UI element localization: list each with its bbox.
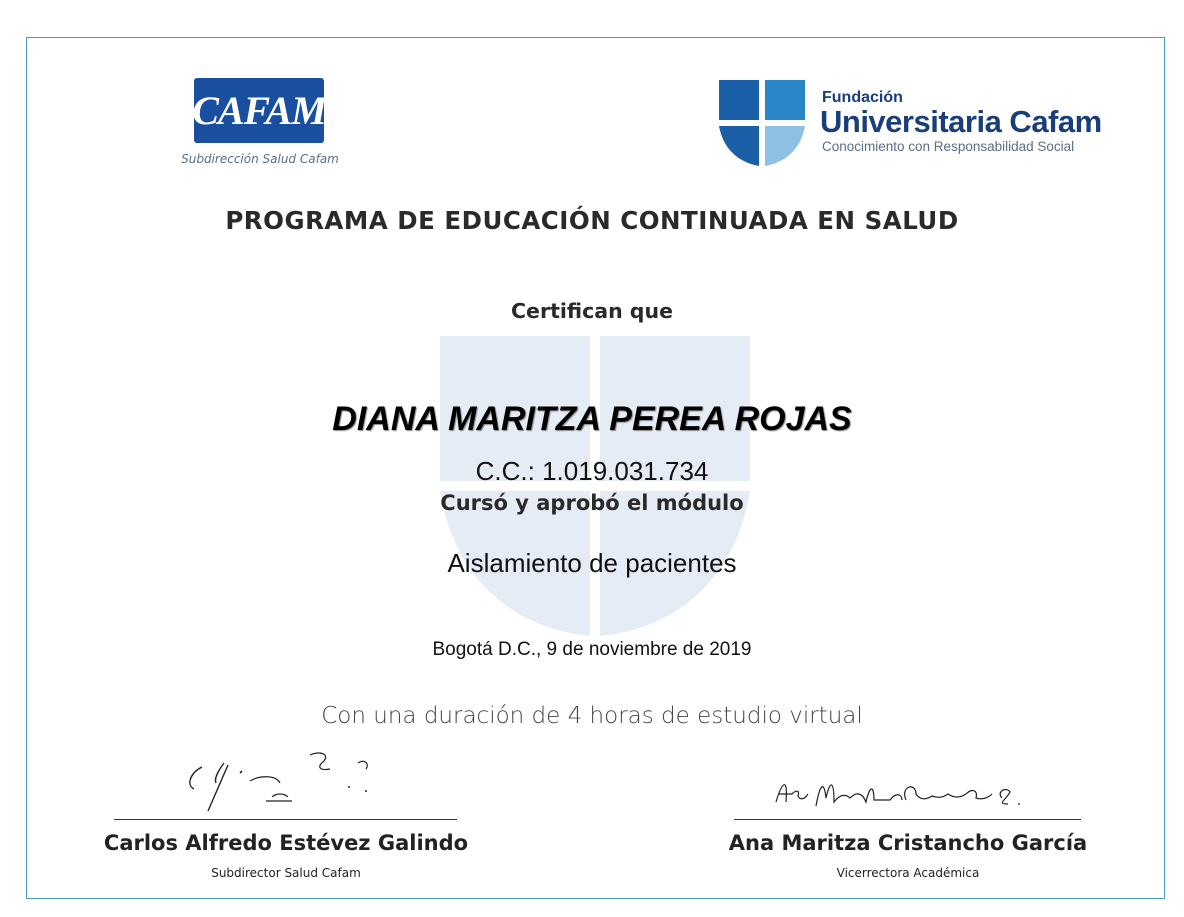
fundacion-shield-icon <box>719 80 805 166</box>
signer-left-name: Carlos Alfredo Estévez Galindo <box>103 831 469 855</box>
issue-date: Bogotá D.C., 9 de noviembre de 2019 <box>432 639 752 660</box>
signature-left <box>180 745 390 815</box>
signer-right-role: Vicerrectora Académica <box>836 866 980 880</box>
duration-text: Con una duración de 4 horas de estudio virtual <box>321 703 863 729</box>
recipient-name: DIANA MARITZA PEREA ROJAS <box>332 400 852 438</box>
fundacion-line1: Fundación <box>822 89 903 106</box>
module-name: Aislamiento de pacientes <box>447 548 737 578</box>
cafam-logo <box>194 78 324 143</box>
recipient-id: C.C.: 1.019.031.734 <box>475 456 709 486</box>
cafam-wordmark: CAFAM <box>192 88 326 133</box>
program-title: PROGRAMA DE EDUCACIÓN CONTINUADA EN SALUD <box>225 206 959 235</box>
signature-line-right <box>734 819 1081 820</box>
signer-right-name: Ana Maritza Cristancho García <box>728 831 1088 855</box>
signature-right <box>770 772 1030 818</box>
fundacion-tagline: Conocimiento con Responsabilidad Social <box>822 139 1075 154</box>
fundacion-line2: Universitaria Cafam <box>820 104 1102 139</box>
signature-line-left <box>114 819 457 820</box>
signer-left-role: Subdirector Salud Cafam <box>211 866 361 880</box>
completion-label: Cursó y aprobó el módulo <box>440 491 744 515</box>
cafam-subtitle: Subdirección Salud Cafam <box>181 152 339 166</box>
certify-label: Certifican que <box>511 299 673 323</box>
